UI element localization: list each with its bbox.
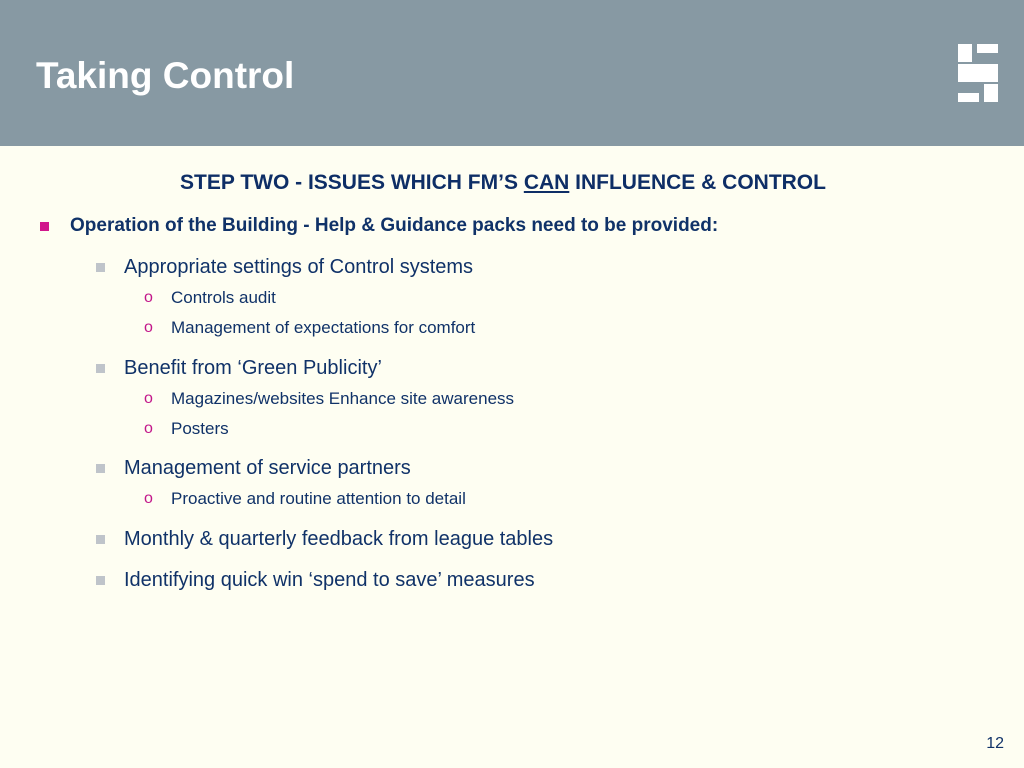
square-bullet-icon <box>96 535 105 544</box>
slide-header <box>0 0 1024 146</box>
square-bullet-icon <box>96 364 105 373</box>
circle-bullet-icon: o <box>144 420 153 437</box>
subtitle-text-start: STEP TWO - ISSUES WHICH FM’S <box>180 171 524 194</box>
circle-bullet-icon: o <box>144 289 153 306</box>
square-bullet-icon <box>96 464 105 473</box>
list-item-text: Benefit from ‘Green Publicity’ <box>124 357 382 379</box>
sub-list-item-text: Controls audit <box>171 288 276 307</box>
slide-title: Taking Control <box>36 55 295 96</box>
page-number: 12 <box>986 735 1004 752</box>
square-bullet-icon <box>96 576 105 585</box>
square-bullet-icon <box>96 263 105 272</box>
main-bullet-text: Operation of the Building - Help & Guidance packs need to be provided: <box>70 215 719 236</box>
list-item-text: Appropriate settings of Control systems <box>124 256 474 278</box>
subtitle-emphasis: CAN <box>523 171 570 194</box>
sub-list-item-text: Posters <box>171 419 229 438</box>
company-logo-icon <box>958 44 998 102</box>
list-item-text: Identifying quick win ‘spend to save’ measures <box>124 569 535 591</box>
circle-bullet-icon: o <box>144 390 153 407</box>
sub-list-item-text: Proactive and routine attention to detail <box>171 489 466 508</box>
square-bullet-icon <box>40 222 49 231</box>
sub-list-item-text: Magazines/websites Enhance site awareness <box>171 389 515 408</box>
slide-subtitle <box>0 168 1006 198</box>
subtitle-text-end: INFLUENCE & CONTROL <box>569 171 826 194</box>
circle-bullet-icon: o <box>144 319 153 336</box>
circle-bullet-icon: o <box>144 490 153 507</box>
list-item-text: Management of service partners <box>124 457 411 479</box>
list-item-text: Monthly & quarterly feedback from league tables <box>124 528 554 550</box>
sub-list-item-text: Management of expectations for comfort <box>171 318 476 337</box>
